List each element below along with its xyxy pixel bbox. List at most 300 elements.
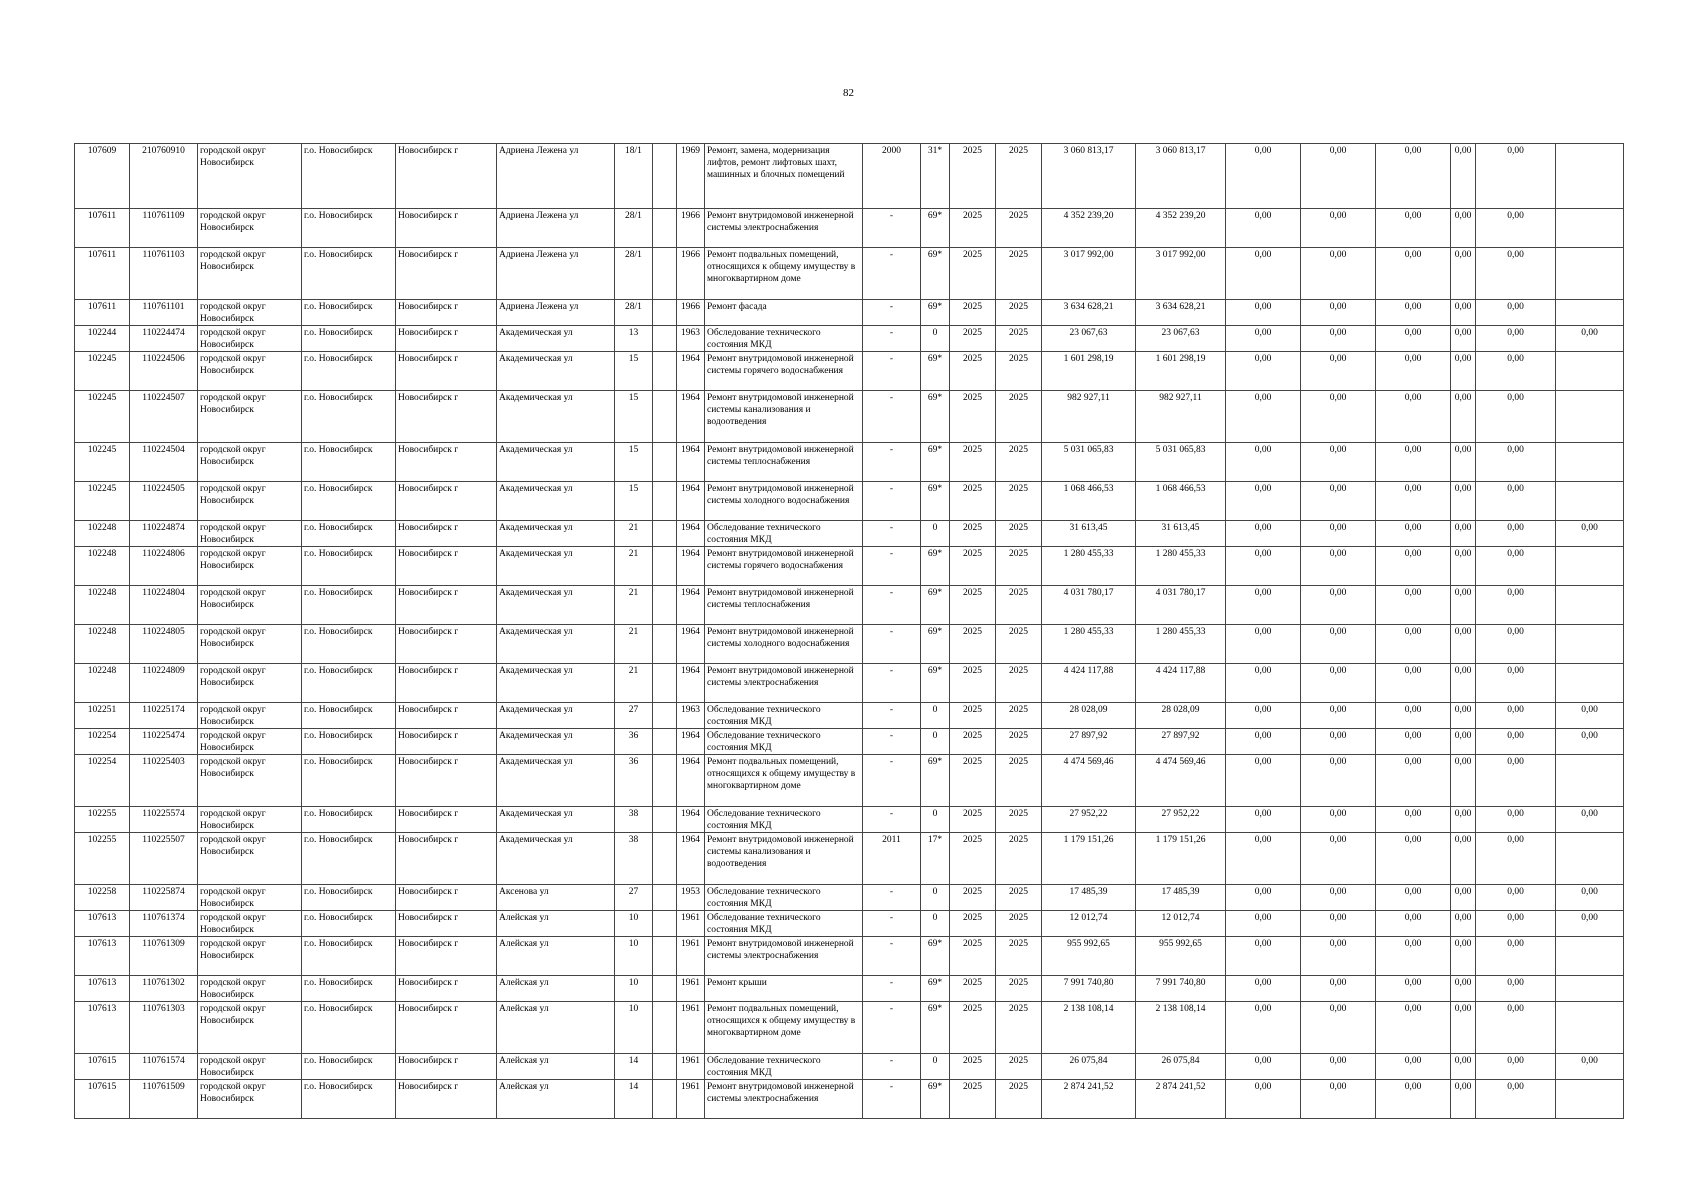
cell-budget-regional: 0,00 (1301, 911, 1376, 937)
cell-budget-local: 0,00 (1376, 248, 1451, 300)
cell-plan-end-year: 2025 (996, 482, 1042, 521)
cell-wear-percent: 69* (921, 1002, 950, 1054)
cell-street: Адриена Лежена ул (497, 248, 615, 300)
cell-last-repair-year: - (863, 664, 921, 703)
cell-survey-cost: 0,00 (1556, 326, 1624, 352)
cell-survey-cost (1556, 937, 1624, 976)
cell-municipality: г.о. Новосибирск (302, 885, 396, 911)
cell-house-number: 21 (615, 586, 653, 625)
cell-house-number: 28/1 (615, 248, 653, 300)
cell-last-repair-year: 2011 (863, 833, 921, 885)
cell-work-id: 110761574 (130, 1054, 198, 1080)
cell-work-id: 110761109 (130, 209, 198, 248)
cell-work-type: Ремонт крыши (705, 976, 863, 1002)
cell-budget-local: 0,00 (1376, 1080, 1451, 1119)
cell-budget-regional: 0,00 (1301, 586, 1376, 625)
cell-owners-funds: 0,00 (1451, 482, 1476, 521)
cell-budget-federal: 0,00 (1226, 1054, 1301, 1080)
cell-work-id: 110761309 (130, 937, 198, 976)
cell-house-id: 102245 (75, 443, 130, 482)
cell-locality: Новосибирск г (396, 729, 497, 755)
cell-plan-end-year: 2025 (996, 209, 1042, 248)
cell-plan-start-year: 2025 (950, 586, 996, 625)
cell-budget-regional: 0,00 (1301, 664, 1376, 703)
cell-owners-funds: 0,00 (1451, 664, 1476, 703)
cell-house-number: 21 (615, 625, 653, 664)
cell-year-built: 1966 (677, 209, 705, 248)
cell-plan-start-year: 2025 (950, 248, 996, 300)
cell-fund-cost: 5 031 065,83 (1136, 443, 1226, 482)
cell-year-built: 1964 (677, 352, 705, 391)
cell-street: Академическая ул (497, 755, 615, 807)
cell-budget-federal: 0,00 (1226, 391, 1301, 443)
cell-work-id: 110761374 (130, 911, 198, 937)
cell-other-funds: 0,00 (1476, 703, 1556, 729)
cell-other-funds: 0,00 (1476, 1080, 1556, 1119)
cell-house-id: 107611 (75, 248, 130, 300)
cell-budget-federal: 0,00 (1226, 209, 1301, 248)
cell-year-built: 1961 (677, 911, 705, 937)
cell-house-number: 10 (615, 937, 653, 976)
cell-work-type: Ремонт внутридомовой инженерной системы теплоснабжения (705, 443, 863, 482)
cell-house-number: 38 (615, 807, 653, 833)
cell-budget-regional: 0,00 (1301, 300, 1376, 326)
cell-budget-local: 0,00 (1376, 833, 1451, 885)
cell-last-repair-year: - (863, 911, 921, 937)
cell-district: городской округ Новосибирск (198, 833, 302, 885)
cell-plan-end-year: 2025 (996, 911, 1042, 937)
cell-plan-start-year: 2025 (950, 547, 996, 586)
cell-wear-percent: 0 (921, 807, 950, 833)
cell-other-funds: 0,00 (1476, 911, 1556, 937)
cell-total-cost: 4 031 780,17 (1042, 586, 1136, 625)
cell-total-cost: 17 485,39 (1042, 885, 1136, 911)
cell-budget-regional: 0,00 (1301, 807, 1376, 833)
table-row (75, 1080, 1624, 1119)
cell-other-funds: 0,00 (1476, 521, 1556, 547)
cell-fund-cost: 4 031 780,17 (1136, 586, 1226, 625)
cell-locality: Новосибирск г (396, 937, 497, 976)
cell-survey-cost (1556, 664, 1624, 703)
cell-building (653, 352, 677, 391)
cell-fund-cost: 27 897,92 (1136, 729, 1226, 755)
cell-total-cost: 27 952,22 (1042, 807, 1136, 833)
cell-wear-percent: 69* (921, 482, 950, 521)
cell-fund-cost: 4 352 239,20 (1136, 209, 1226, 248)
cell-house-number: 21 (615, 547, 653, 586)
cell-total-cost: 1 280 455,33 (1042, 547, 1136, 586)
cell-owners-funds: 0,00 (1451, 1002, 1476, 1054)
cell-wear-percent: 0 (921, 911, 950, 937)
cell-district: городской округ Новосибирск (198, 443, 302, 482)
cell-house-number: 13 (615, 326, 653, 352)
cell-building (653, 885, 677, 911)
cell-work-type: Ремонт подвальных помещений, относящихся к общему имуществу в многоквартирном доме (705, 755, 863, 807)
table-row (75, 703, 1624, 729)
cell-budget-regional: 0,00 (1301, 521, 1376, 547)
cell-wear-percent: 69* (921, 352, 950, 391)
cell-plan-end-year: 2025 (996, 729, 1042, 755)
table-row (75, 885, 1624, 911)
cell-other-funds: 0,00 (1476, 248, 1556, 300)
cell-wear-percent: 69* (921, 755, 950, 807)
cell-plan-end-year: 2025 (996, 547, 1042, 586)
cell-total-cost: 27 897,92 (1042, 729, 1136, 755)
cell-work-type: Ремонт внутридомовой инженерной системы холодного водоснабжения (705, 482, 863, 521)
cell-house-number: 38 (615, 833, 653, 885)
cell-district: городской округ Новосибирск (198, 1054, 302, 1080)
cell-house-number: 15 (615, 352, 653, 391)
cell-budget-local: 0,00 (1376, 1002, 1451, 1054)
cell-house-id: 107609 (75, 144, 130, 209)
cell-budget-regional: 0,00 (1301, 1002, 1376, 1054)
cell-fund-cost: 4 424 117,88 (1136, 664, 1226, 703)
cell-budget-regional: 0,00 (1301, 729, 1376, 755)
cell-year-built: 1964 (677, 729, 705, 755)
cell-building (653, 326, 677, 352)
cell-plan-end-year: 2025 (996, 976, 1042, 1002)
cell-district: городской округ Новосибирск (198, 937, 302, 976)
cell-budget-local: 0,00 (1376, 755, 1451, 807)
cell-survey-cost (1556, 391, 1624, 443)
table-row (75, 911, 1624, 937)
cell-budget-local: 0,00 (1376, 703, 1451, 729)
cell-survey-cost: 0,00 (1556, 703, 1624, 729)
cell-locality: Новосибирск г (396, 586, 497, 625)
cell-locality: Новосибирск г (396, 1080, 497, 1119)
cell-last-repair-year: - (863, 547, 921, 586)
cell-other-funds: 0,00 (1476, 144, 1556, 209)
cell-budget-federal: 0,00 (1226, 664, 1301, 703)
cell-district: городской округ Новосибирск (198, 1080, 302, 1119)
cell-budget-local: 0,00 (1376, 937, 1451, 976)
cell-plan-start-year: 2025 (950, 755, 996, 807)
cell-survey-cost (1556, 976, 1624, 1002)
cell-plan-end-year: 2025 (996, 885, 1042, 911)
cell-other-funds: 0,00 (1476, 976, 1556, 1002)
cell-district: городской округ Новосибирск (198, 885, 302, 911)
cell-year-built: 1964 (677, 443, 705, 482)
cell-other-funds: 0,00 (1476, 729, 1556, 755)
cell-owners-funds: 0,00 (1451, 209, 1476, 248)
cell-last-repair-year: - (863, 937, 921, 976)
cell-work-type: Ремонт подвальных помещений, относящихся к общему имуществу в многоквартирном доме (705, 248, 863, 300)
cell-survey-cost (1556, 547, 1624, 586)
cell-fund-cost: 1 179 151,26 (1136, 833, 1226, 885)
cell-budget-local: 0,00 (1376, 144, 1451, 209)
cell-owners-funds: 0,00 (1451, 885, 1476, 911)
cell-plan-start-year: 2025 (950, 664, 996, 703)
cell-wear-percent: 69* (921, 391, 950, 443)
cell-total-cost: 982 927,11 (1042, 391, 1136, 443)
cell-district: городской округ Новосибирск (198, 248, 302, 300)
table-row (75, 833, 1624, 885)
cell-plan-end-year: 2025 (996, 937, 1042, 976)
cell-street: Алейская ул (497, 911, 615, 937)
cell-building (653, 729, 677, 755)
cell-budget-regional: 0,00 (1301, 937, 1376, 976)
cell-building (653, 248, 677, 300)
cell-last-repair-year: - (863, 521, 921, 547)
cell-budget-regional: 0,00 (1301, 248, 1376, 300)
cell-district: городской округ Новосибирск (198, 209, 302, 248)
cell-year-built: 1961 (677, 937, 705, 976)
cell-plan-start-year: 2025 (950, 352, 996, 391)
cell-street: Адриена Лежена ул (497, 209, 615, 248)
cell-street: Алейская ул (497, 1054, 615, 1080)
cell-owners-funds: 0,00 (1451, 833, 1476, 885)
cell-wear-percent: 69* (921, 209, 950, 248)
cell-municipality: г.о. Новосибирск (302, 586, 396, 625)
cell-owners-funds: 0,00 (1451, 391, 1476, 443)
cell-house-number: 14 (615, 1054, 653, 1080)
cell-street: Академическая ул (497, 391, 615, 443)
cell-owners-funds: 0,00 (1451, 326, 1476, 352)
cell-year-built: 1964 (677, 807, 705, 833)
cell-locality: Новосибирск г (396, 703, 497, 729)
cell-work-type: Обследование технического состояния МКД (705, 326, 863, 352)
cell-last-repair-year: - (863, 1054, 921, 1080)
cell-municipality: г.о. Новосибирск (302, 391, 396, 443)
cell-survey-cost (1556, 443, 1624, 482)
cell-other-funds: 0,00 (1476, 209, 1556, 248)
cell-other-funds: 0,00 (1476, 443, 1556, 482)
cell-budget-local: 0,00 (1376, 209, 1451, 248)
cell-total-cost: 4 424 117,88 (1042, 664, 1136, 703)
cell-wear-percent: 31* (921, 144, 950, 209)
cell-district: городской округ Новосибирск (198, 729, 302, 755)
cell-year-built: 1961 (677, 976, 705, 1002)
cell-total-cost: 3 017 992,00 (1042, 248, 1136, 300)
cell-budget-federal: 0,00 (1226, 547, 1301, 586)
cell-house-id: 107615 (75, 1080, 130, 1119)
cell-municipality: г.о. Новосибирск (302, 807, 396, 833)
cell-street: Академическая ул (497, 703, 615, 729)
cell-last-repair-year: - (863, 1080, 921, 1119)
cell-building (653, 664, 677, 703)
cell-year-built: 1963 (677, 703, 705, 729)
cell-budget-local: 0,00 (1376, 482, 1451, 521)
cell-survey-cost (1556, 1002, 1624, 1054)
cell-fund-cost: 7 991 740,80 (1136, 976, 1226, 1002)
cell-locality: Новосибирск г (396, 482, 497, 521)
cell-district: городской округ Новосибирск (198, 976, 302, 1002)
cell-work-id: 110761302 (130, 976, 198, 1002)
cell-last-repair-year: - (863, 625, 921, 664)
table-row (75, 586, 1624, 625)
table-body (75, 144, 1624, 1119)
cell-year-built: 1961 (677, 1002, 705, 1054)
cell-wear-percent: 17* (921, 833, 950, 885)
cell-building (653, 144, 677, 209)
cell-fund-cost: 955 992,65 (1136, 937, 1226, 976)
table-row (75, 248, 1624, 300)
cell-locality: Новосибирск г (396, 976, 497, 1002)
cell-plan-start-year: 2025 (950, 807, 996, 833)
cell-other-funds: 0,00 (1476, 1002, 1556, 1054)
cell-work-id: 110224504 (130, 443, 198, 482)
cell-budget-local: 0,00 (1376, 885, 1451, 911)
cell-year-built: 1961 (677, 1080, 705, 1119)
cell-work-type: Ремонт, замена, модернизация лифтов, ремонт лифтовых шахт, машинных и блочных помещений (705, 144, 863, 209)
cell-house-number: 15 (615, 482, 653, 521)
cell-survey-cost (1556, 482, 1624, 521)
cell-street: Академическая ул (497, 443, 615, 482)
cell-plan-start-year: 2025 (950, 976, 996, 1002)
cell-locality: Новосибирск г (396, 755, 497, 807)
cell-survey-cost (1556, 586, 1624, 625)
cell-total-cost: 2 138 108,14 (1042, 1002, 1136, 1054)
cell-total-cost: 7 991 740,80 (1042, 976, 1136, 1002)
cell-year-built: 1964 (677, 482, 705, 521)
cell-house-id: 102248 (75, 586, 130, 625)
cell-work-id: 110224804 (130, 586, 198, 625)
cell-wear-percent: 0 (921, 729, 950, 755)
cell-locality: Новосибирск г (396, 443, 497, 482)
cell-year-built: 1964 (677, 833, 705, 885)
cell-house-number: 10 (615, 911, 653, 937)
table-row (75, 547, 1624, 586)
cell-house-id: 107611 (75, 209, 130, 248)
cell-plan-end-year: 2025 (996, 144, 1042, 209)
cell-fund-cost: 982 927,11 (1136, 391, 1226, 443)
cell-year-built: 1964 (677, 586, 705, 625)
cell-work-id: 210760910 (130, 144, 198, 209)
cell-work-type: Обследование технического состояния МКД (705, 521, 863, 547)
cell-plan-start-year: 2025 (950, 1054, 996, 1080)
cell-budget-federal: 0,00 (1226, 248, 1301, 300)
cell-street: Академическая ул (497, 352, 615, 391)
cell-municipality: г.о. Новосибирск (302, 937, 396, 976)
cell-owners-funds: 0,00 (1451, 248, 1476, 300)
cell-building (653, 1080, 677, 1119)
cell-last-repair-year: - (863, 807, 921, 833)
cell-last-repair-year: - (863, 729, 921, 755)
cell-municipality: г.о. Новосибирск (302, 443, 396, 482)
cell-plan-end-year: 2025 (996, 443, 1042, 482)
cell-house-id: 102245 (75, 391, 130, 443)
cell-year-built: 1964 (677, 547, 705, 586)
cell-municipality: г.о. Новосибирск (302, 1054, 396, 1080)
cell-year-built: 1964 (677, 755, 705, 807)
cell-building (653, 833, 677, 885)
cell-budget-federal: 0,00 (1226, 352, 1301, 391)
cell-municipality: г.о. Новосибирск (302, 248, 396, 300)
cell-year-built: 1966 (677, 248, 705, 300)
cell-house-number: 10 (615, 1002, 653, 1054)
cell-plan-start-year: 2025 (950, 209, 996, 248)
cell-other-funds: 0,00 (1476, 755, 1556, 807)
cell-municipality: г.о. Новосибирск (302, 664, 396, 703)
cell-house-id: 102245 (75, 482, 130, 521)
cell-last-repair-year: - (863, 885, 921, 911)
cell-locality: Новосибирск г (396, 885, 497, 911)
cell-fund-cost: 1 280 455,33 (1136, 625, 1226, 664)
cell-budget-regional: 0,00 (1301, 1054, 1376, 1080)
cell-last-repair-year: - (863, 248, 921, 300)
cell-house-number: 28/1 (615, 209, 653, 248)
cell-work-type: Ремонт внутридомовой инженерной системы канализования и водоотведения (705, 391, 863, 443)
cell-budget-federal: 0,00 (1226, 482, 1301, 521)
cell-plan-start-year: 2025 (950, 1080, 996, 1119)
cell-other-funds: 0,00 (1476, 300, 1556, 326)
cell-budget-federal: 0,00 (1226, 625, 1301, 664)
cell-wear-percent: 0 (921, 703, 950, 729)
cell-house-id: 102255 (75, 833, 130, 885)
table-row (75, 625, 1624, 664)
cell-district: городской округ Новосибирск (198, 703, 302, 729)
cell-last-repair-year: - (863, 703, 921, 729)
cell-work-id: 110225574 (130, 807, 198, 833)
cell-year-built: 1969 (677, 144, 705, 209)
cell-plan-end-year: 2025 (996, 300, 1042, 326)
cell-survey-cost (1556, 1080, 1624, 1119)
cell-other-funds: 0,00 (1476, 937, 1556, 976)
cell-other-funds: 0,00 (1476, 547, 1556, 586)
cell-other-funds: 0,00 (1476, 807, 1556, 833)
cell-house-number: 18/1 (615, 144, 653, 209)
cell-building (653, 300, 677, 326)
cell-budget-local: 0,00 (1376, 729, 1451, 755)
cell-fund-cost: 3 017 992,00 (1136, 248, 1226, 300)
cell-fund-cost: 12 012,74 (1136, 911, 1226, 937)
cell-street: Академическая ул (497, 833, 615, 885)
cell-street: Адриена Лежена ул (497, 144, 615, 209)
cell-budget-local: 0,00 (1376, 976, 1451, 1002)
cell-budget-regional: 0,00 (1301, 703, 1376, 729)
cell-street: Академическая ул (497, 664, 615, 703)
cell-building (653, 625, 677, 664)
cell-plan-start-year: 2025 (950, 144, 996, 209)
cell-district: городской округ Новосибирск (198, 482, 302, 521)
cell-total-cost: 3 634 628,21 (1042, 300, 1136, 326)
cell-street: Академическая ул (497, 547, 615, 586)
cell-municipality: г.о. Новосибирск (302, 547, 396, 586)
cell-owners-funds: 0,00 (1451, 807, 1476, 833)
cell-budget-regional: 0,00 (1301, 209, 1376, 248)
cell-last-repair-year: - (863, 326, 921, 352)
cell-other-funds: 0,00 (1476, 1054, 1556, 1080)
cell-locality: Новосибирск г (396, 209, 497, 248)
cell-year-built: 1964 (677, 391, 705, 443)
cell-street: Академическая ул (497, 729, 615, 755)
cell-plan-start-year: 2025 (950, 391, 996, 443)
table-row (75, 807, 1624, 833)
cell-wear-percent: 69* (921, 625, 950, 664)
cell-budget-regional: 0,00 (1301, 144, 1376, 209)
cell-plan-end-year: 2025 (996, 833, 1042, 885)
cell-budget-regional: 0,00 (1301, 352, 1376, 391)
cell-locality: Новосибирск г (396, 833, 497, 885)
cell-fund-cost: 1 280 455,33 (1136, 547, 1226, 586)
cell-fund-cost: 28 028,09 (1136, 703, 1226, 729)
cell-plan-start-year: 2025 (950, 729, 996, 755)
cell-last-repair-year: - (863, 1002, 921, 1054)
cell-plan-end-year: 2025 (996, 586, 1042, 625)
cell-locality: Новосибирск г (396, 326, 497, 352)
cell-work-type: Обследование технического состояния МКД (705, 911, 863, 937)
cell-work-type: Ремонт внутридомовой инженерной системы электроснабжения (705, 1080, 863, 1119)
cell-street: Академическая ул (497, 586, 615, 625)
cell-plan-end-year: 2025 (996, 521, 1042, 547)
cell-municipality: г.о. Новосибирск (302, 703, 396, 729)
cell-fund-cost: 2 874 241,52 (1136, 1080, 1226, 1119)
cell-other-funds: 0,00 (1476, 482, 1556, 521)
cell-budget-federal: 0,00 (1226, 521, 1301, 547)
cell-locality: Новосибирск г (396, 1002, 497, 1054)
cell-year-built: 1966 (677, 300, 705, 326)
cell-house-number: 27 (615, 885, 653, 911)
